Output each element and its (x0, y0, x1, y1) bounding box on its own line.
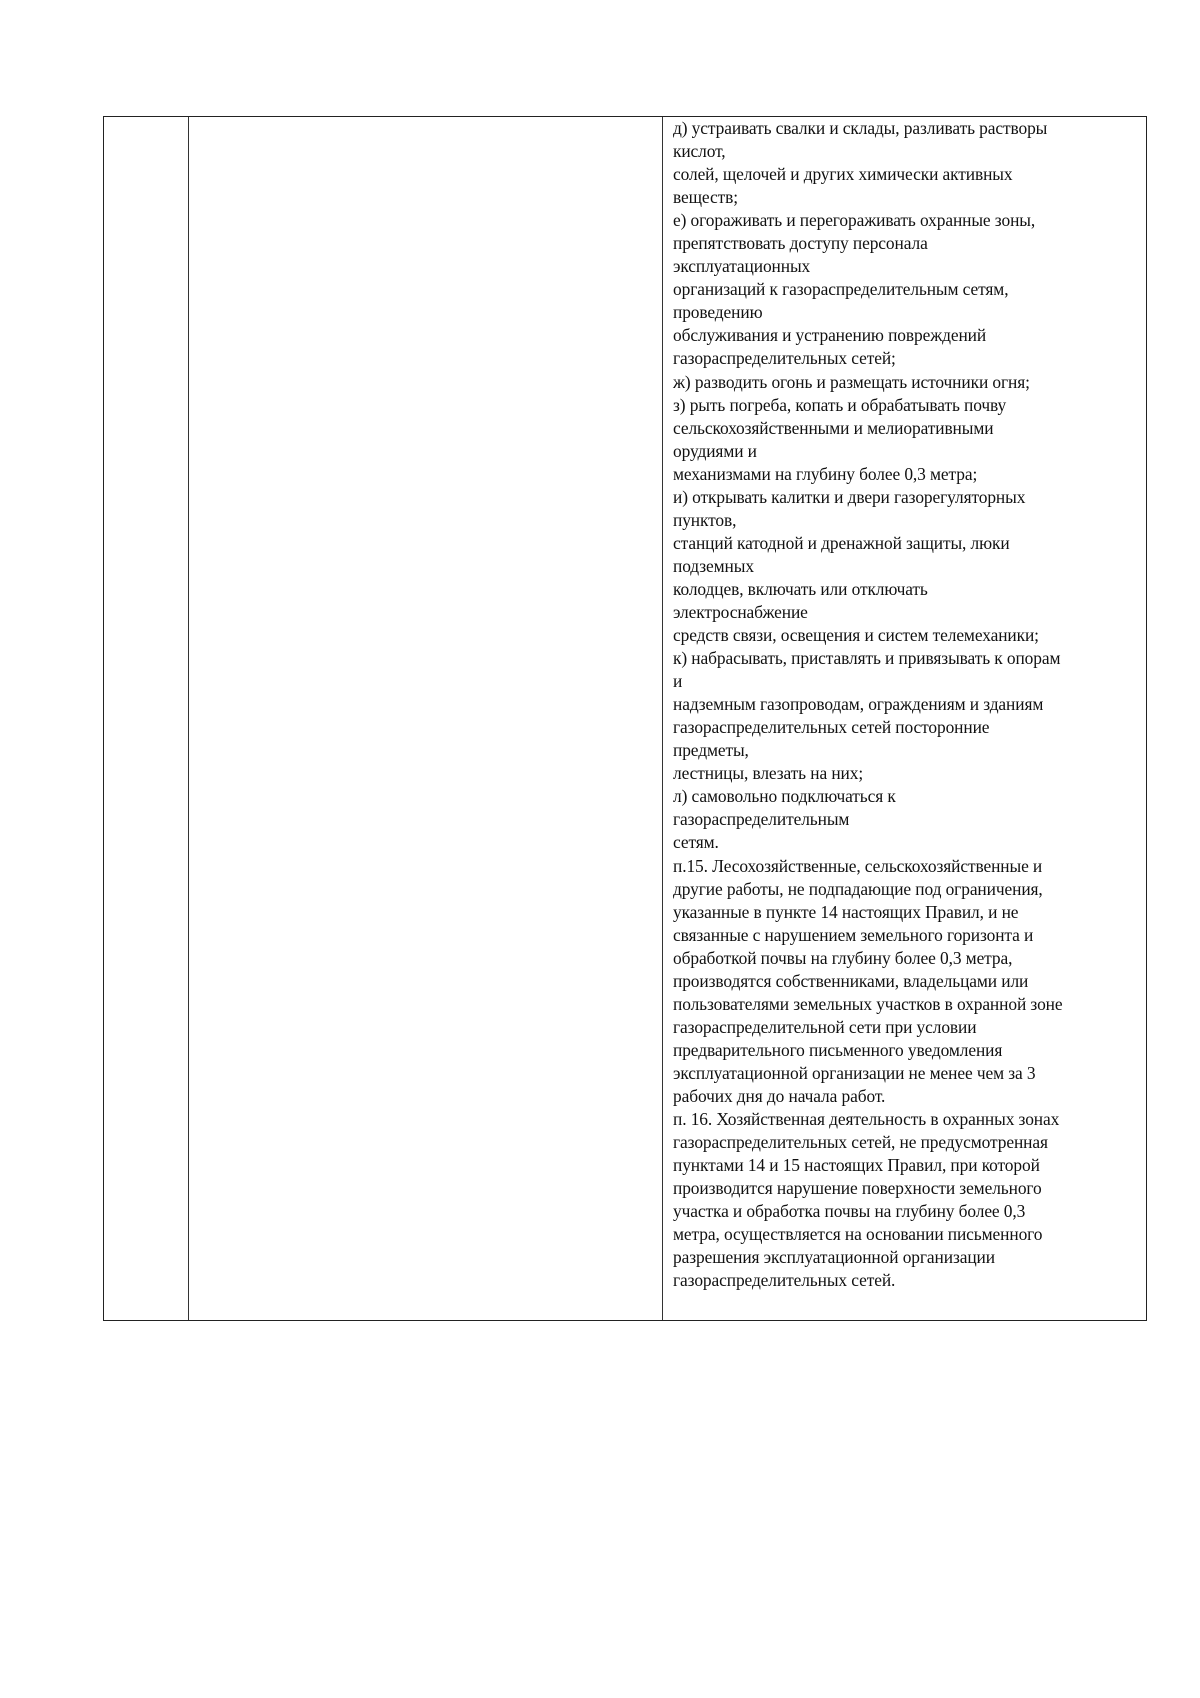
text-line: указанные в пункте 14 настоящих Правил, и не (673, 901, 1019, 922)
text-line: е) огораживать и перегораживать охранные зоны, (673, 210, 1036, 231)
text-line: средств связи, освещения и систем телемеханики; (673, 625, 1039, 646)
text-line: предварительного письменного уведомления (673, 1039, 1003, 1060)
table-cell-restrictions (663, 117, 1146, 1320)
text-line: и (673, 671, 683, 692)
text-line: з) рыть погреба, копать и обрабатывать почву (673, 394, 1007, 415)
text-line: п.15. Лесохозяйственные, сельскохозяйственные и (673, 855, 1043, 876)
text-line: пунктами 14 и 15 настоящих Правил, при которой (673, 1155, 1040, 1176)
text-line: эксплуатационных (673, 256, 811, 277)
text-line: рабочих дня до начала работ. (673, 1085, 886, 1106)
text-line: и) открывать калитки и двери газорегуляторных (673, 486, 1026, 507)
text-line: к) набрасывать, приставлять и привязывать к опорам (673, 648, 1061, 669)
text-line: подземных (673, 555, 754, 576)
text-line: механизмами на глубину более 0,3 метра; (673, 463, 978, 484)
text-line: ж) разводить огонь и размещать источники огня; (673, 371, 1030, 392)
text-line: электроснабжение (673, 601, 808, 622)
text-line: п. 16. Хозяйственная деятельность в охранных зонах (673, 1109, 1060, 1130)
text-line: веществ; (673, 187, 738, 208)
text-line: пользователями земельных участков в охранной зоне (673, 993, 1063, 1014)
text-line: газораспределительных сетей, не предусмотренная (673, 1132, 1048, 1153)
text-line: колодцев, включать или отключать (673, 578, 928, 599)
text-line: сельскохозяйственными и мелиоративными (673, 417, 994, 438)
text-line: проведению (673, 302, 763, 323)
text-line: лестницы, влезать на них; (673, 763, 864, 784)
table-cell-description (189, 117, 663, 1320)
text-line: препятствовать доступу персонала (673, 233, 928, 254)
text-line: связанные с нарушением земельного горизонта и (673, 924, 1034, 945)
text-line: станций катодной и дренажной защиты, люки (673, 532, 1010, 553)
text-line: обслуживания и устранению повреждений (673, 325, 987, 346)
text-line: газораспределительных сетей посторонние (673, 717, 990, 738)
table-cell-number (104, 117, 189, 1320)
text-line: газораспределительных сетей; (673, 348, 896, 369)
text-line: производятся собственниками, владельцами или (673, 970, 1029, 991)
text-line: другие работы, не подпадающие под ограничения, (673, 878, 1043, 899)
document-table (103, 116, 1147, 1321)
text-line: кислот, (673, 141, 726, 162)
text-line: газораспределительных сетей. (673, 1270, 896, 1291)
text-line: орудиями и (673, 440, 757, 461)
text-line: солей, щелочей и других химически активных (673, 164, 1013, 185)
text-line: газораспределительной сети при условии (673, 1016, 977, 1037)
text-line: надземным газопроводам, ограждениям и зданиям (673, 694, 1044, 715)
text-line: производится нарушение поверхности земельного (673, 1178, 1042, 1199)
text-line: предметы, (673, 740, 749, 761)
text-line: сетям. (673, 832, 719, 853)
text-line: метра, осуществляется на основании письменного (673, 1224, 1043, 1245)
text-line: газораспределительным (673, 809, 850, 830)
text-line: эксплуатационной организации не менее чем за 3 (673, 1062, 1036, 1083)
text-line: организаций к газораспределительным сетям, (673, 279, 1009, 300)
text-line: пунктов, (673, 509, 737, 530)
text-line: разрешения эксплуатационной организации (673, 1247, 995, 1268)
text-line: обработкой почвы на глубину более 0,3 метра, (673, 947, 1013, 968)
text-line: д) устраивать свалки и склады, разливать растворы (673, 118, 1048, 138)
text-line: участка и обработка почвы на глубину более 0,3 (673, 1201, 1026, 1222)
text-line: л) самовольно подключаться к (673, 786, 896, 807)
